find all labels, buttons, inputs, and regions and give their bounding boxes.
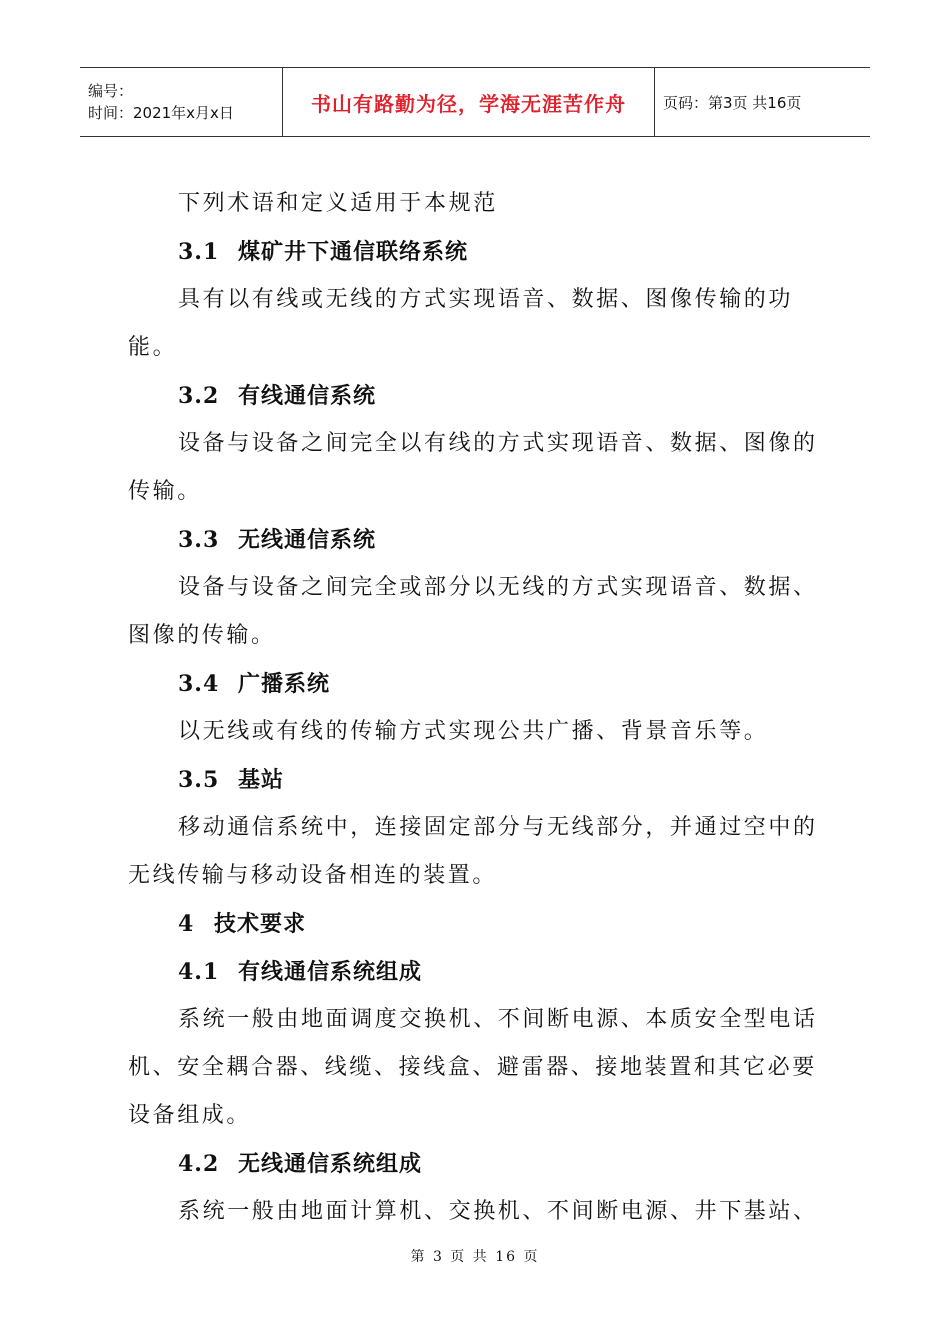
time-label: 时间：2021年x月x日: [88, 104, 234, 122]
header-page-code: [655, 68, 870, 136]
section-number: 3.5: [178, 767, 220, 793]
section-number: 3.3: [178, 527, 220, 553]
number-label: 编号：: [88, 82, 134, 100]
section-number: 3.1: [178, 239, 220, 265]
section-title: 无线通信系统组成: [238, 1151, 423, 1177]
document-body: [128, 180, 828, 1236]
section-3-5-heading: [128, 756, 828, 804]
section-title: 有线通信系统: [238, 383, 377, 409]
header-motto-cell: [283, 68, 655, 136]
page-footer: 第 3 页 共 16 页: [410, 1249, 540, 1265]
section-number: 4: [178, 911, 195, 937]
section-3-4-heading: [128, 660, 828, 708]
page-code: 页码：第3页 共16页: [663, 93, 802, 112]
section-title: 基站: [238, 767, 285, 793]
intro-paragraph: 下列术语和定义适用于本规范: [178, 191, 498, 216]
section-4-1-heading: [128, 948, 828, 996]
section-4-2-body: 系统一般由地面计算机、交换机、不间断电源、井下基站、: [178, 1199, 818, 1224]
section-number: 3.4: [178, 671, 220, 697]
header-meta: [80, 68, 283, 136]
motto: 书山有路勤为径，学海无涯苦作舟: [311, 91, 626, 116]
section-title: 有线通信系统组成: [238, 959, 423, 985]
section-title: 煤矿井下通信联络系统: [238, 239, 469, 265]
section-number: 4.2: [178, 1151, 220, 1177]
section-4-heading: [128, 900, 828, 948]
section-3-4-body: 以无线或有线的传输方式实现公共广播、背景音乐等。: [178, 719, 769, 744]
section-title: 无线通信系统: [238, 527, 377, 553]
section-3-2-body: 设备与设备之间完全以有线的方式实现语音、数据、图像的传输。: [128, 431, 818, 504]
section-title: 技术要求: [214, 911, 307, 937]
section-3-5-body: 移动通信系统中，连接固定部分与无线部分，并通过空中的无线传输与移动设备相连的装置。: [128, 815, 818, 888]
section-4-2-heading: [128, 1140, 828, 1188]
section-3-1-body: 具有以有线或无线的方式实现语音、数据、图像传输的功能。: [128, 287, 794, 360]
section-3-2-heading: [128, 372, 828, 420]
document-header: [80, 67, 870, 137]
section-3-3-body: 设备与设备之间完全或部分以无线的方式实现语音、数据、图像的传输。: [128, 575, 818, 648]
section-4-1-body: 系统一般由地面调度交换机、不间断电源、本质安全型电话机、安全耦合器、线缆、接线盒、避雷器、接地装置和其它必要设备组成。: [128, 1007, 818, 1128]
section-3-3-heading: [128, 516, 828, 564]
section-number: 3.2: [178, 383, 220, 409]
section-number: 4.1: [178, 959, 220, 985]
section-title: 广播系统: [238, 671, 331, 697]
section-3-1-heading: [128, 228, 828, 276]
